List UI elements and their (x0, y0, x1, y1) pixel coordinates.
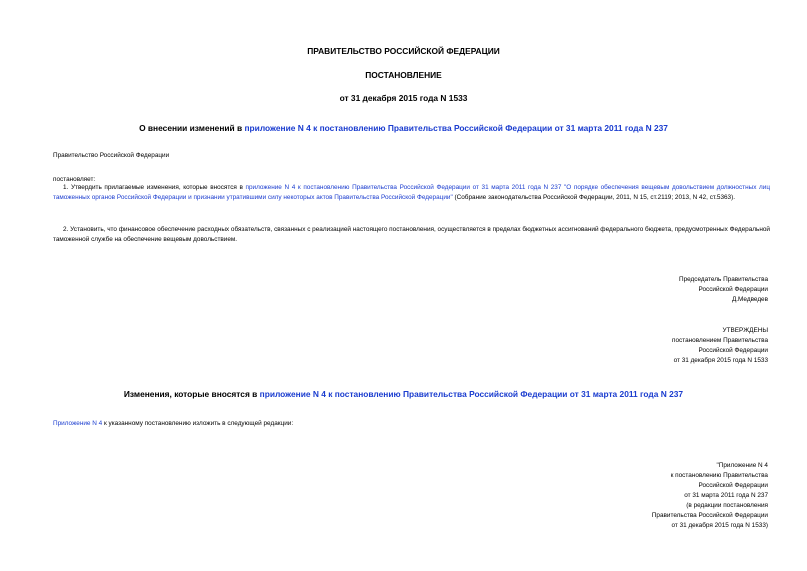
signature-block (679, 275, 768, 305)
government-heading: ПРАВИТЕЛЬСТВО РОССИЙСКОЙ ФЕДЕРАЦИИ (307, 46, 500, 56)
appendix-line-1: "Приложение N 4 (716, 462, 768, 469)
changes-title (0, 389, 807, 399)
document-title (0, 123, 807, 133)
paragraph-1-end: (Собрание законодательства Российской Федерации, 2011, N 15, ст.2119; 2013, N 42, ст.5363). (452, 194, 736, 201)
doc-date-number: от 31 декабря 2015 года N 1533 (339, 93, 468, 103)
changes-appendix-link[interactable]: приложение N 4 к постановлению Правительства Российской Федерации от 31 марта 2011 года N 237 (259, 389, 684, 399)
appendix-line-3: Российской Федерации (698, 482, 768, 489)
changes-body (53, 419, 293, 429)
appendix-line-7: от 31 декабря 2015 года N 1533) (671, 522, 768, 529)
appendix-line-2: к постановлению Правительства (670, 472, 768, 479)
changes-body-text: к указанному постановлению изложить в следующей редакции: (102, 420, 294, 427)
paragraph-1 (53, 183, 770, 203)
approved-block (672, 326, 768, 366)
changes-title-prefix: Изменения, которые вносятся в (123, 389, 260, 399)
appendix-line-5: (в редакции постановления (686, 502, 768, 509)
appendix-4-link[interactable]: Приложение N 4 (53, 420, 103, 427)
doc-type-heading: ПОСТАНОВЛЕНИЕ (365, 70, 442, 80)
paragraph-1-start: 1. Утвердить прилагаемые изменения, которые вносятся в (63, 184, 246, 191)
signature-line-3: Д.Медведев (731, 296, 768, 303)
approved-line-1: УТВЕРЖДЕНЫ (722, 327, 768, 334)
intro-text: Правительство Российской Федерации (53, 152, 170, 159)
approved-line-2: постановлением Правительства (672, 337, 768, 344)
approved-line-4: от 31 декабря 2015 года N 1533 (673, 357, 768, 364)
signature-line-1: Председатель Правительства (679, 276, 768, 283)
appendix-line-6: Правительства Российской Федерации (651, 512, 768, 519)
decrees-text: постановляет: (53, 176, 96, 183)
paragraph-2: 2. Установить, что финансовое обеспечение расходных обязательств, связанных с реализацией настоящего постановления, осуществляется в пределах бюджетных ассигнований федерального бюджета, предусмотренных Федеральной таможенной службе на обеспечение вещевым довольствием. (53, 226, 770, 243)
appendix-heading-block (652, 461, 768, 531)
document-title-prefix: О внесении изменений в (139, 123, 245, 133)
signature-line-2: Российской Федерации (698, 286, 768, 293)
title-appendix-link[interactable]: приложение N 4 к постановлению Правительства Российской Федерации от 31 марта 2011 года N 237 (244, 123, 668, 133)
approved-line-3: Российской Федерации (698, 347, 768, 354)
paragraph-1-link[interactable]: приложение N 4 к постановлению Правительства Российской Федерации от 31 марта 2011 года N 237 "О порядке обеспечения вещевым довольствием должностных лиц таможенных органов Российской Федерации и признании утратившими силу некоторых актов Правительства Российской Федерации" (53, 184, 770, 201)
appendix-line-4: от 31 марта 2011 года N 237 (684, 492, 768, 499)
